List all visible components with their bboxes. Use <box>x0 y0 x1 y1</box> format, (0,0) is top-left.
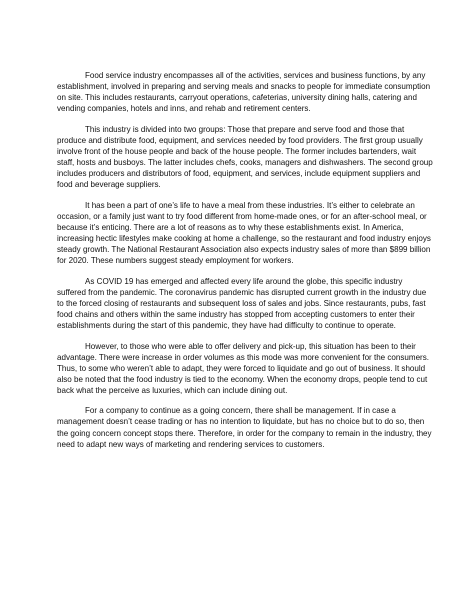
paragraph-going-concern: For a company to continue as a going concern, there shall be management. If in case a management doesn’t cease trading or has no intention to liquidate, but has no choice but to do so, then the going concern concept stops there. Therefore, in order for the company to remain in the industry, they need to adapt new ways of marketing and rendering services to customers. <box>57 406 432 449</box>
paragraph-industry-growth: It has been a part of one’s life to have a meal from these industries. It’s either to celebrate an occasion, or a family just want to try food different from home-made ones, or for an after-school meal, or because it’s enticing. There are a lot of reasons as to why these establishments exist. In America, increasing hectic lifestyles make cooking at home a challenge, so the restaurant and food industry enjoys steady growth. The National Restaurant Association also expects industry sales of more than $899 billion for 2020. These numbers suggest steady employment for workers. <box>57 200 431 266</box>
paragraph-industry-groups: This industry is divided into two groups: Those that prepare and serve food and those that produce and distribute food, equipment, and services needed by food providers. The first group usually involve front of the house people and back of the house people. The former includes bartenders, wait staff, hosts and busboys. The latter includes chefs, cooks, managers and dishwashers. The second group includes producers and distributors of food, equipment, and services, include equipment suppliers and food and beverage suppliers. <box>57 124 433 190</box>
paragraph-food-service-definition: Food service industry encompasses all of the activities, services and business functions, by any establishment, involved in preparing and serving meals and snacks to people for immediate consumption on site. This includes restaurants, carryout operations, cafeterias, university dining halls, catering and vending companies, hotels and inns, and rehab and retirement centers. <box>57 71 431 114</box>
document-body <box>57 70 433 459</box>
paragraph-covid-impact: As COVID 19 has emerged and affected every life around the globe, this specific industry suffered from the pandemic. The coronavirus pandemic has disrupted current growth in the industry due to the forced closing of restaurants and subsequent loss of sales and jobs. Since restaurants, pubs, fast food chains and others within the same industry has stopped from accepting customers to enter their establishments during the start of this pandemic, they have had difficulty to continue to operate. <box>57 276 427 331</box>
paragraph-delivery-adaptation: However, to those who were able to offer delivery and pick-up, this situation has been to their advantage. There were increase in order volumes as this mode was more convenient for the consumers. Thus, to some who weren’t able to adapt, they were forced to liquidate and go out of business. It should also be noted that the food industry is tied to the economy. When the economy drops, people tend to cut back what the perceive as luxuries, which can include dining out. <box>57 341 429 395</box>
